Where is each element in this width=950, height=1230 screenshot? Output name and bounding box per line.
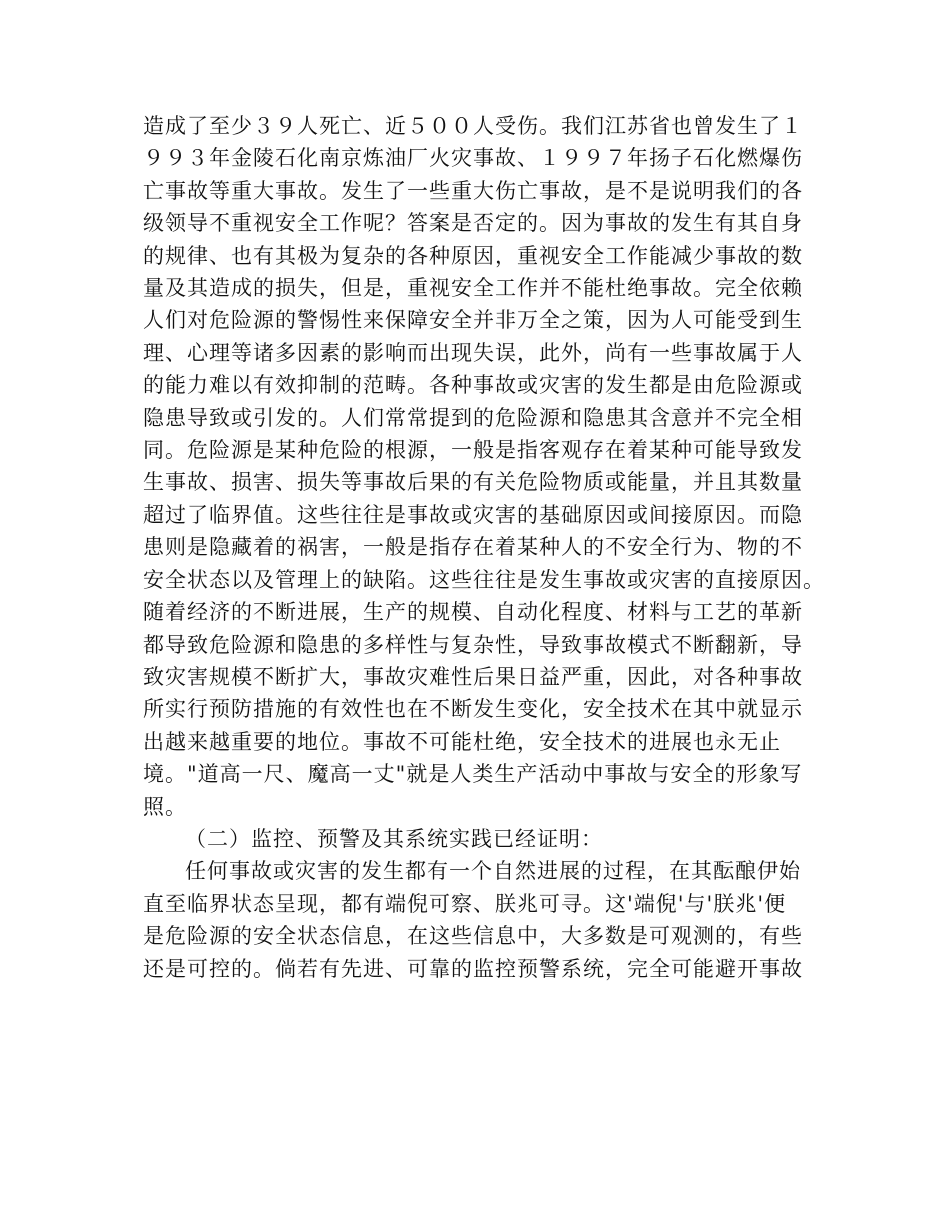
paragraph-2: [143, 855, 823, 985]
text-line: 出越来越重要的地位。事故不可能杜绝，安全技术的进展也永无止: [143, 729, 781, 754]
text-line: 直至临界状态呈现，都有端倪可察、朕兆可寻。这'端倪'与'朕兆'便: [143, 891, 787, 916]
text-line: 量及其造成的损失，但是，重视安全工作并不能杜绝事故。完全依赖: [143, 276, 803, 301]
text-line: 患则是隐藏着的祸害，一般是指存在着某种人的不安全行为、物的不: [143, 535, 803, 560]
text-line: 随着经济的不断进展，生产的规模、自动化程度、材料与工艺的革新: [143, 600, 803, 625]
text-line: 境。"道高一尺、魔高一丈"就是人类生产活动中事故与安全的形象写: [143, 762, 803, 787]
text-line: 还是可控的。倘若有先进、可靠的监控预警系统，完全可能避开事故: [143, 956, 803, 981]
paragraph-1: [143, 110, 823, 823]
text-line: 照。: [143, 794, 187, 819]
text-line: ９９３年金陵石化南京炼油厂火灾事故、１９９７年扬子石化燃爆伤: [143, 146, 803, 171]
text-line: 所实行预防措施的有效性也在不断发生变化，安全技术在其中就显示: [143, 697, 803, 722]
section-heading: （二）监控、预警及其系统实践已经证明：: [185, 826, 603, 851]
text-line: 亡事故等重大事故。发生了一些重大伤亡事故，是不是说明我们的各: [143, 178, 803, 203]
text-line: 级领导不重视安全工作呢？答案是否定的。因为事故的发生有其自身: [143, 211, 803, 236]
text-line: 的规律、也有其极为复杂的各种原因，重视安全工作能减少事故的数: [143, 243, 803, 268]
text-line: 任何事故或灾害的发生都有一个自然进展的过程，在其酝酿伊始: [185, 859, 801, 884]
text-line: 安全状态以及管理上的缺陷。这些往往是发生事故或灾害的直接原因。: [143, 567, 825, 592]
text-line: 理、心理等诸多因素的影响而出现失误，此外，尚有一些事故属于人: [143, 340, 803, 365]
text-line: 超过了临界值。这些往往是事故或灾害的基础原因或间接原因。而隐: [143, 502, 803, 527]
text-line: 都导致危险源和隐患的多样性与复杂性，导致事故模式不断翻新，导: [143, 632, 803, 657]
text-line: 的能力难以有效抑制的范畴。各种事故或灾害的发生都是由危险源或: [143, 373, 803, 398]
text-line: 同。危险源是某种危险的根源，一般是指客观存在着某种可能导致发: [143, 438, 803, 463]
text-line: 造成了至少３９人死亡、近５００人受伤。我们江苏省也曾发生了１: [143, 114, 803, 138]
text-line: 是危险源的安全状态信息，在这些信息中，大多数是可观测的，有些: [143, 924, 803, 949]
text-line: 生事故、损害、损失等事故后果的有关危险物质或能量，并且其数量: [143, 470, 803, 495]
text-line: 致灾害规模不断扩大，事故灾难性后果日益严重，因此，对各种事故: [143, 664, 803, 689]
text-line: 隐患导致或引发的。人们常常提到的危险源和隐患其含意并不完全相: [143, 405, 803, 430]
document-body: [143, 110, 823, 985]
text-line: 人们对危险源的警惕性来保障安全并非万全之策，因为人可能受到生: [143, 308, 803, 333]
